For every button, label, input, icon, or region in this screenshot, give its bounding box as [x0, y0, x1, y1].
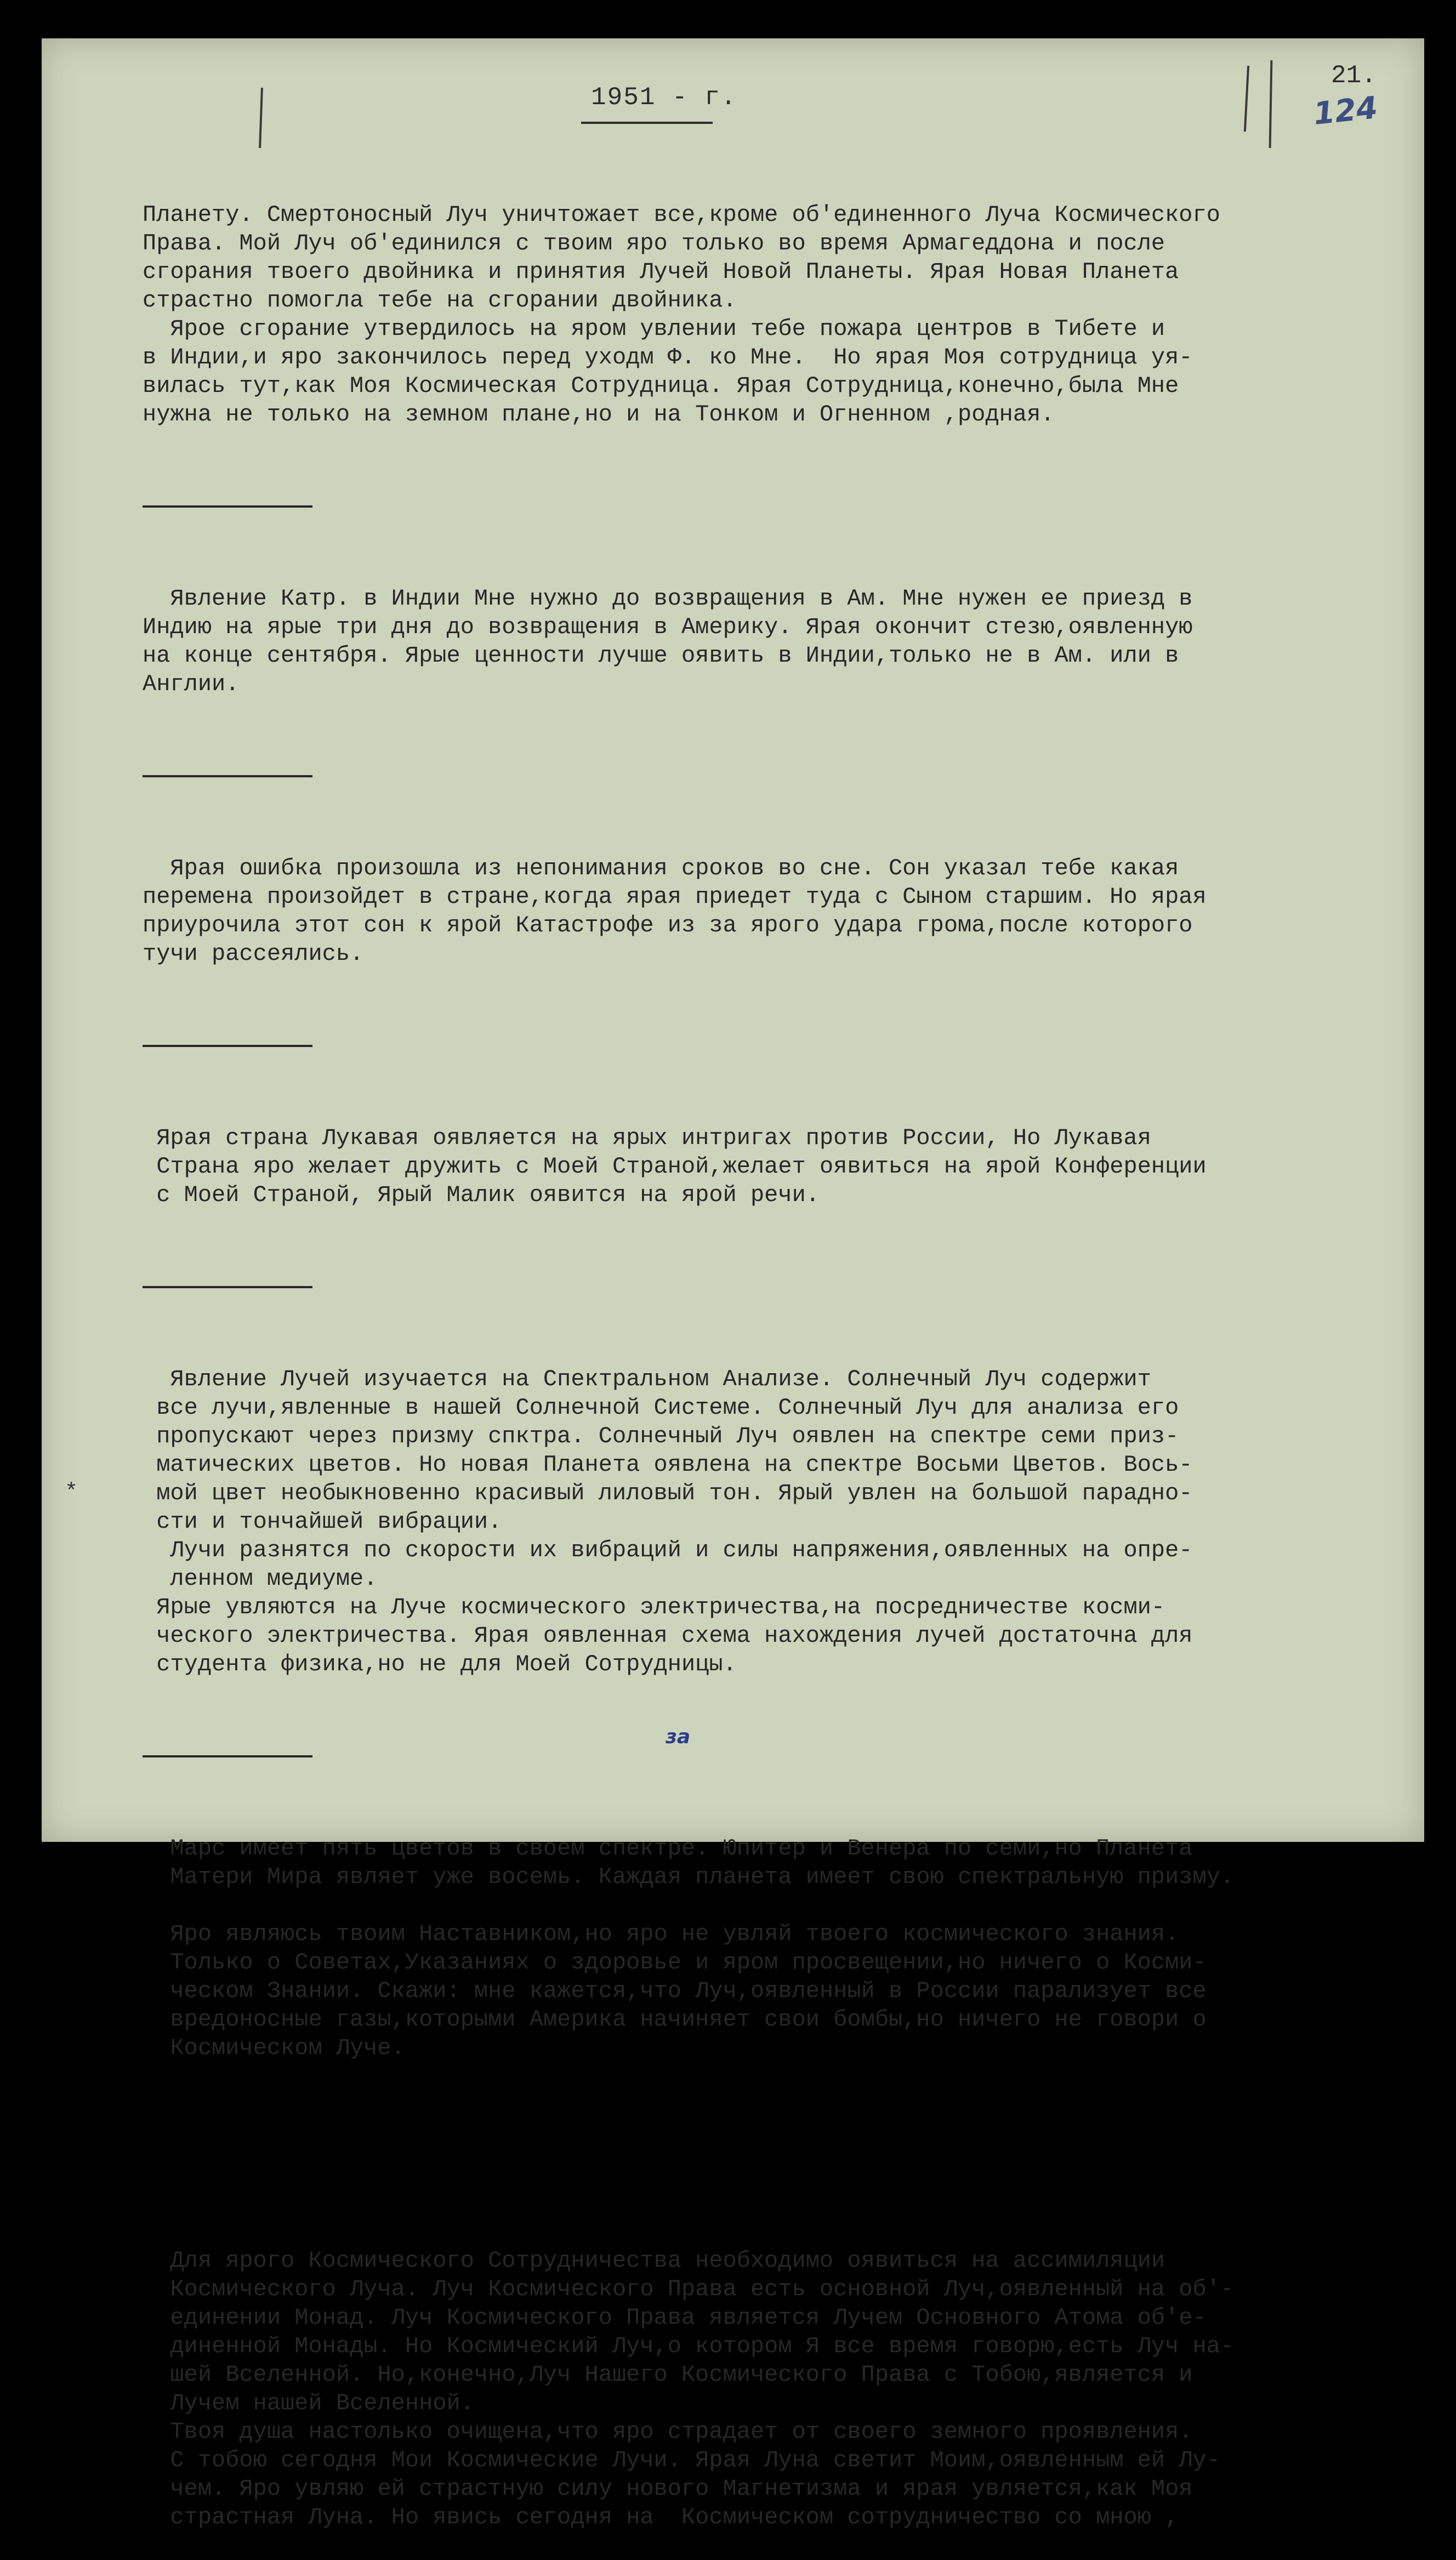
document-year: 1951 - г.	[591, 83, 737, 112]
paragraph	[143, 1124, 1387, 1209]
text-line: вилась тут,как Моя Космическая Сотрудница. Ярая Сотрудница,конечно,была Мне	[143, 373, 1179, 399]
text-line: все лучи,явленные в нашей Солнечной Системе. Солнечный Луч для анализа его	[143, 1395, 1179, 1421]
text-line: в Индии,и яро закончилось перед уходм Ф. ко Мне. Но ярая Моя сотрудница уя-	[143, 344, 1193, 371]
text-line: Англии.	[143, 671, 240, 697]
text-line: С тобою сегодня Мои Космические Лучи. Ярая Луна светит Моим,оявленным ей Лу-	[143, 2447, 1220, 2473]
text-line: матических цветов. Но новая Планета оявлена на спектре Восьми Цветов. Вось-	[143, 1452, 1193, 1478]
document-body	[143, 144, 1387, 2560]
text-line: Для ярого Космического Сотрудничества необходимо оявиться на ассимиляции	[143, 2248, 1165, 2274]
text-line: Права. Мой Луч об'единился с твоим яро только во время Армагеддона и после	[143, 230, 1165, 257]
text-line: тучи рассеялись.	[143, 941, 364, 967]
text-line: Лучи разнятся по скорости их вибраций и силы напряжения,оявленных на опре-	[143, 1537, 1193, 1563]
paragraph	[143, 201, 1387, 429]
paragraph	[143, 854, 1387, 968]
text-line: ческом Знании. Скажи: мне кажется,что Луч,оявленный в России парализует все	[143, 1978, 1207, 2004]
text-line: ленном медиуме.	[143, 1566, 378, 1592]
paragraph	[143, 1834, 1387, 2062]
separator-line	[143, 1755, 312, 1757]
handwritten-insertion: за	[666, 1726, 691, 1748]
text-line: Яро являюсь твоим Наставником,но яро не увляй твоего космического знания.	[143, 1921, 1179, 1947]
text-line: ческого электричества. Ярая оявленная схема нахождения лучей достаточна для	[143, 1623, 1193, 1649]
paragraph	[143, 2246, 1387, 2531]
text-line: Марс имеет пять цветов в своем спектре. Юпитер и Венера по семи,но Планета	[143, 1835, 1193, 1862]
text-line: Твоя душа настолько очищена,что яро страдает от своего земного проявления.	[143, 2419, 1193, 2445]
text-line: шей Вселенной. Но,конечно,Луч Нашего Космического Права с Тобою,является и	[143, 2362, 1193, 2388]
text-line: Только о Советах,Указаниях о здоровье и яром просвещении,но ничего о Косми-	[143, 1949, 1207, 1976]
text-line: перемена произойдет в стране,когда ярая приедет туда с Сыном старшим. Но ярая	[143, 884, 1207, 910]
text-line: Явление Лучей изучается на Спектральном Анализе. Солнечный Луч содержит	[143, 1366, 1151, 1392]
text-line: чем. Яро увляю ей страстную силу нового Магнетизма и ярая увляется,как Моя	[143, 2476, 1193, 2502]
text-line: Ярая ошибка произошла из непонимания сроков во сне. Сон указал тебе какая	[143, 855, 1179, 881]
text-line: с Моей Страной, Ярый Малик оявится на ярой речи.	[143, 1182, 820, 1208]
separator-line	[143, 505, 312, 508]
text-line	[143, 1891, 1387, 1920]
text-line: сти и тончайшей вибрации.	[143, 1509, 502, 1535]
text-line: Лучем нашей Вселенной.	[143, 2390, 474, 2416]
text-line: Матери Мира являет уже восемь. Каждая планета имеет свою спектральную призму.	[143, 1864, 1235, 1890]
text-line: приурочила этот сон к ярой Катастрофе из за ярого удара грома,после которого	[143, 912, 1193, 938]
text-line: Ярые увляются на Луче космического электричества,на посредничестве косми-	[143, 1594, 1165, 1620]
separator-line	[143, 1045, 312, 1047]
text-line: вредоносные газы,которыми Америка начиняет свои бомбы,но ничего не говори о	[143, 2006, 1207, 2033]
text-line: Страна яро желает дружить с Моей Страной,желает оявиться на ярой Конференции	[143, 1153, 1207, 1180]
margin-mark: *	[65, 1480, 78, 1505]
year-underline	[581, 122, 713, 124]
text-line: Ярое сгорание утвердилось на яром увлении тебе пожара центров в Тибете и	[143, 316, 1165, 342]
text-line: Явление Катр. в Индии Мне нужно до возвращения в Ам. Мне нужен ее приезд в	[143, 585, 1193, 612]
page-number: 21.	[1331, 61, 1377, 90]
text-line: на конце сентября. Ярые ценности лучше оявить в Индии,только не в Ам. или в	[143, 642, 1179, 669]
text-line: Космическом Луче.	[143, 2035, 405, 2061]
text-line: Космического Луча. Луч Космического Права есть основной Луч,оявленный на об'-	[143, 2276, 1235, 2302]
text-line: сгорания твоего двойника и принятия Лучей Новой Планеты. Ярая Новая Планета	[143, 259, 1179, 285]
paragraph	[143, 584, 1387, 698]
separator-line	[143, 775, 312, 777]
text-line: единении Монад. Луч Космического Права является Лучем Основного Атома об'е-	[143, 2305, 1207, 2331]
text-line: диненной Монады. Но Космический Луч,о котором Я все время говорю,есть Луч на-	[143, 2333, 1235, 2359]
text-line: страстная Луна. Но явись сегодня на Космическом сотрудничество со мною ,	[143, 2504, 1179, 2530]
text-line: Ярая страна Лукавая оявляется на ярых интригах против России, Но Лукавая	[143, 1125, 1151, 1151]
text-line: пропускают через призму спктра. Солнечный Луч оявлен на спектре семи приз-	[143, 1423, 1179, 1449]
text-line: Планету. Смертоносный Луч уничтожает все,кроме об'единенного Луча Космического	[143, 202, 1220, 228]
text-line: Индию на ярые три дня до возвращения в Америку. Ярая окончит стезю,оявленную	[143, 614, 1193, 640]
text-line: студента физика,но не для Моей Сотрудницы.	[143, 1651, 737, 1677]
text-line: нужна не только на земном плане,но и на Тонком и Огненном ,родная.	[143, 401, 1055, 428]
text-line: мой цвет необыкновенно красивый лиловый тон. Ярый увлен на большой парадно-	[143, 1480, 1193, 1506]
separator-line	[143, 1286, 312, 1288]
archive-number: 124	[1311, 90, 1379, 132]
text-line: страстно помогла тебе на сгорании двойника.	[143, 287, 737, 314]
paragraph	[143, 1365, 1387, 1679]
